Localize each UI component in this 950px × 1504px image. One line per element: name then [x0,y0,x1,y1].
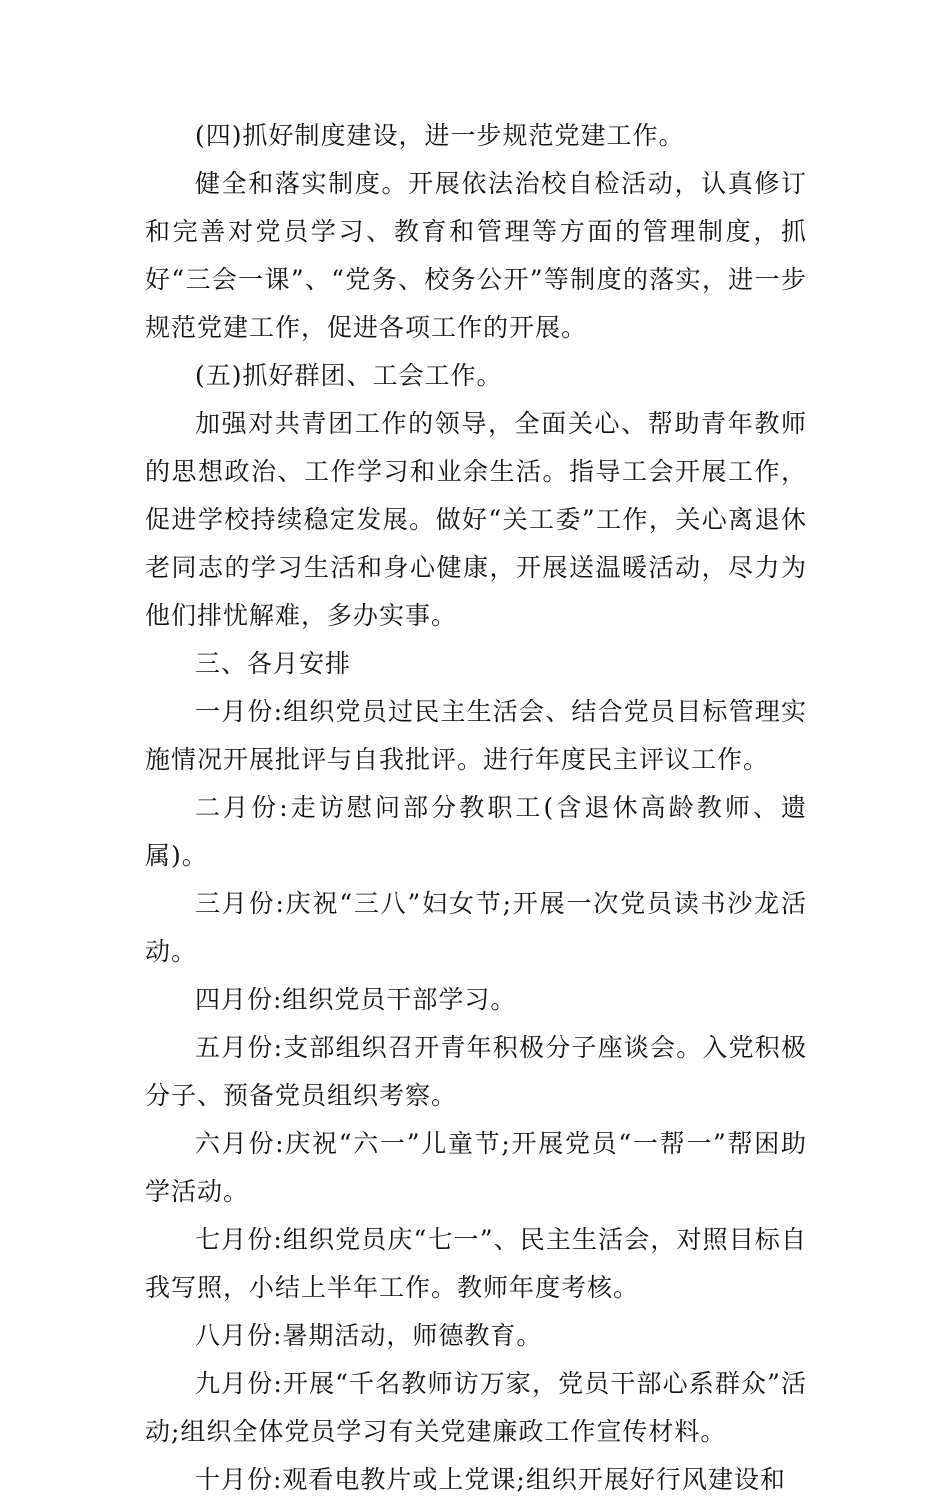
month-item-march: 三月份:庆祝“三八”妇女节;开展一次党员读书沙龙活动。 [145,889,807,966]
section-heading-monthly-schedule: 三、各月安排 [195,649,352,678]
paragraph-mass-organizations: 加强对共青团工作的领导，全面关心、帮助青年教师的思想政治、工作学习和业余生活。指导工会开展工作，促进学校持续稳定发展。做好“关工委”工作，关心离退休老同志的学习生活和身心健康，开展送温暖活动，尽力为他们排忧解难，多办实事。 [145,409,807,630]
month-item-february: 二月份:走访慰问部分教职工(含退休高龄教师、遗属)。 [145,793,807,870]
month-item-august: 八月份:暑期活动，师德教育。 [195,1321,543,1350]
document-body [145,112,807,1504]
month-item-may: 五月份:支部组织召开青年积极分子座谈会。入党积极分子、预备党员组织考察。 [145,1033,807,1110]
section-heading-mass-organizations: (五)抓好群团、工会工作。 [195,361,503,390]
paragraph-system-building: 健全和落实制度。开展依法治校自检活动，认真修订和完善对党员学习、教育和管理等方面的管理制度，抓好“三会一课”、“党务、校务公开”等制度的落实，进一步规范党建工作，促进各项工作的开展。 [145,169,807,342]
month-item-june: 六月份:庆祝“六一”儿童节;开展党员“一帮一”帮困助学活动。 [145,1129,807,1206]
month-item-april: 四月份:组织党员干部学习。 [195,985,517,1014]
month-item-july: 七月份:组织党员庆“七一”、民主生活会，对照目标自我写照，小结上半年工作。教师年度考核。 [145,1225,807,1302]
month-item-september: 九月份:开展“千名教师访万家，党员干部心系群众”活动;组织全体党员学习有关党建廉政工作宣传材料。 [145,1369,807,1446]
section-heading-system-building: (四)抓好制度建设，进一步规范党建工作。 [195,121,685,150]
month-item-october: 十月份:观看电教片或上党课;组织开展好行风建设和 [195,1465,786,1494]
month-item-january: 一月份:组织党员过民主生活会、结合党员目标管理实施情况开展批评与自我批评。进行年度民主评议工作。 [145,697,807,774]
